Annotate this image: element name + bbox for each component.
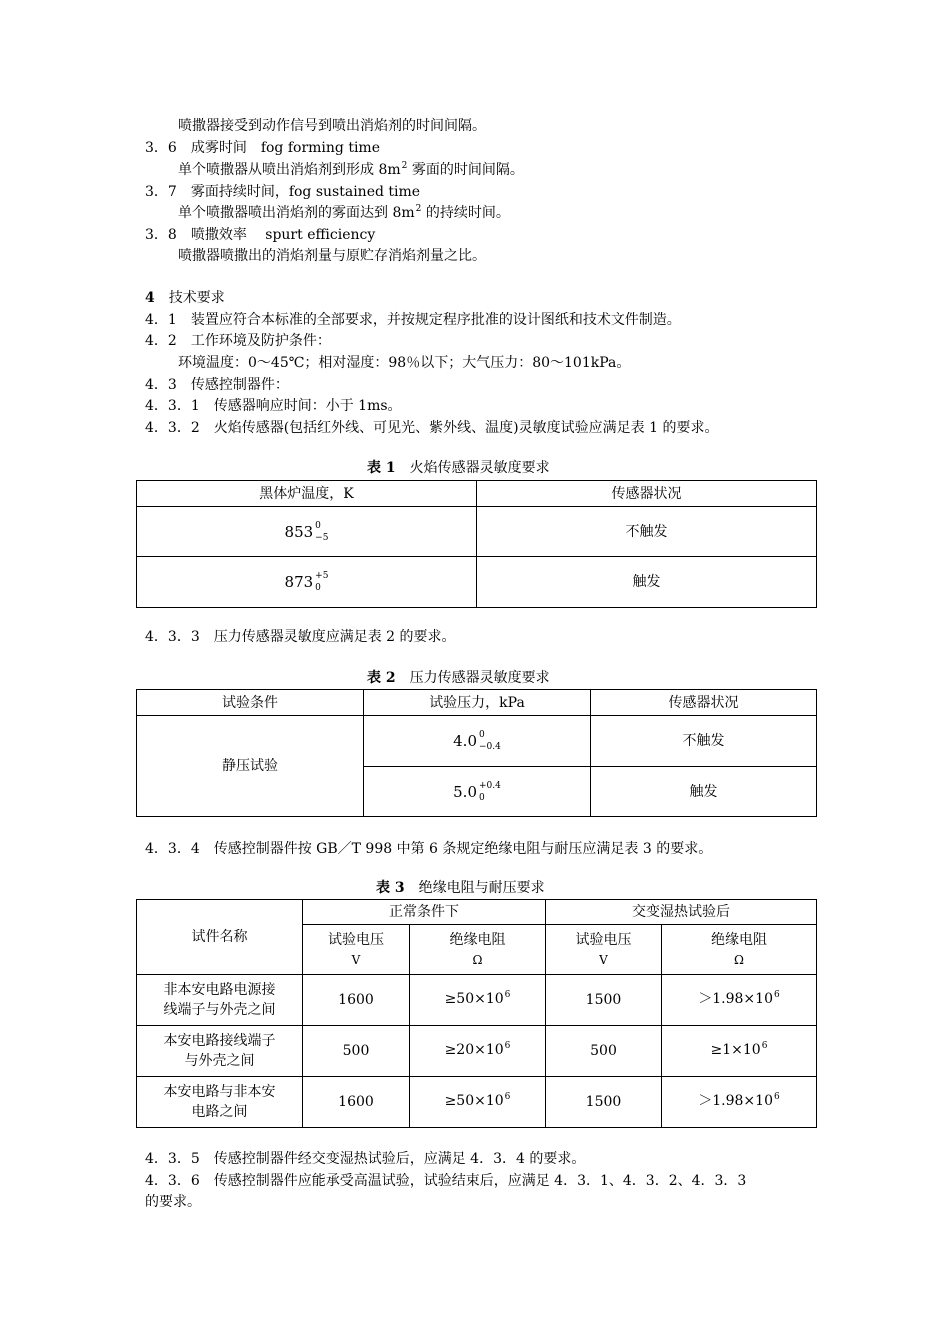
table-header: 传感器状况 (477, 481, 817, 507)
pressure-cell: 4.0 0 −0.4 (364, 716, 591, 767)
resistance-cell: $\ge 20\times 10^6$ (410, 1026, 546, 1077)
table-group-header: 交变湿热试验后 (546, 900, 817, 925)
clause-4-3-4: 4．3．4 传感控制器件按 GB／T 998 中第 6 条规定绝缘电阻与耐压应满足表 3 的要求。 (145, 841, 713, 857)
clause-4-3-6: 4．3．6 传感控制器件应能承受高温试验，试验结束后，应满足 4．3．1、4．3．2、4．3．3 (145, 1173, 747, 1189)
table-row (137, 507, 817, 557)
condition-cell: 静压试验 (137, 716, 364, 817)
table-header: 试验电压 V (303, 925, 410, 975)
clause-3-6: 3．6 成雾时间 fog forming time (145, 140, 380, 156)
specimen-name-cell: 非本安电路电源接 线端子与外壳之间 (137, 975, 303, 1026)
table2-caption: 表 2 压力传感器灵敏度要求 (367, 670, 550, 686)
table-header: 绝缘电阻 Ω (662, 925, 817, 975)
pressure-cell: 5.0 +0.4 0 (364, 767, 591, 817)
table-header: 黑体炉温度，K (137, 481, 477, 507)
clause-3-7: 3．7 雾面持续时间，fog sustained time (145, 184, 421, 200)
table-header: 绝缘电阻 Ω (410, 925, 546, 975)
clause-4-2: 4．2 工作环境及防护条件： (145, 333, 331, 349)
text-line: 单个喷撒器喷出消焰剂的雾面达到 $8m^2$ 的持续时间。 (178, 204, 510, 221)
table-header: 试验电压 V (546, 925, 662, 975)
table3 (136, 899, 817, 1128)
resistance-cell: $\ge 50\times 10^6$ (410, 1077, 546, 1128)
table-header: 试验条件 (137, 690, 364, 716)
table-row (137, 975, 817, 1026)
resistance-cell: $\ge 50\times 10^6$ (410, 975, 546, 1026)
voltage-cell: 1500 (546, 1077, 662, 1128)
table-group-header: 正常条件下 (303, 900, 546, 925)
text-line: 喷撒器喷撒出的消焰剂量与原贮存消焰剂量之比。 (178, 248, 486, 264)
voltage-cell: 1600 (303, 1077, 410, 1128)
status-cell: 触发 (591, 767, 817, 817)
temperature-cell: 853 0 −5 (137, 507, 477, 557)
resistance-cell: $>1.98\times 10^6$ (662, 975, 817, 1026)
table-row (137, 557, 817, 608)
table1-caption: 表 1 火焰传感器灵敏度要求 (367, 460, 550, 476)
table2 (136, 689, 817, 817)
clause-4-3-2: 4．3．2 火焰传感器(包括红外线、可见光、紫外线、温度)灵敏度试验应满足表 1 的要求。 (145, 420, 719, 436)
clause-3-8: 3．8 喷撒效率 spurt efficiency (145, 227, 376, 243)
table-row (137, 716, 817, 767)
status-cell: 不触发 (591, 716, 817, 767)
resistance-cell: $>1.98\times 10^6$ (662, 1077, 817, 1128)
voltage-cell: 1500 (546, 975, 662, 1026)
clause-4-3: 4．3 传感控制器件： (145, 377, 289, 393)
voltage-cell: 1600 (303, 975, 410, 1026)
clause-4-1: 4．1 装置应符合本标准的全部要求，并按规定程序批准的设计图纸和技术文件制造。 (145, 312, 681, 328)
table-row (137, 1026, 817, 1077)
clause-4-3-1: 4．3．1 传感器响应时间：小于 1ms。 (145, 398, 402, 414)
text-line: 单个喷撒器从喷出消焰剂到形成 $8m^2$ 雾面的时间间隔。 (178, 161, 524, 178)
text-line: 的要求。 (145, 1194, 201, 1210)
table-header: 试验压力，kPa (364, 690, 591, 716)
specimen-name-cell: 本安电路与非本安 电路之间 (137, 1077, 303, 1128)
table-header: 试件名称 (137, 900, 303, 975)
voltage-cell: 500 (303, 1026, 410, 1077)
status-cell: 触发 (477, 557, 817, 608)
specimen-name-cell: 本安电路接线端子 与外壳之间 (137, 1026, 303, 1077)
table3-caption: 表 3 绝缘电阻与耐压要求 (376, 880, 545, 896)
clause-4-3-5: 4．3．5 传感控制器件经交变湿热试验后，应满足 4．3．4 的要求。 (145, 1151, 586, 1167)
clause-4-3-3: 4．3．3 压力传感器灵敏度应满足表 2 的要求。 (145, 629, 456, 645)
status-cell: 不触发 (477, 507, 817, 557)
temperature-cell: 873 +5 0 (137, 557, 477, 608)
text-line: 喷撒器接受到动作信号到喷出消焰剂的时间间隔。 (178, 118, 486, 134)
table-header: 传感器状况 (591, 690, 817, 716)
section-4-heading: 4 技术要求 (145, 290, 225, 306)
table1 (136, 480, 817, 608)
text-line: 环境温度：0～45℃；相对湿度：98％以下；大气压力：80～101kPa。 (178, 355, 631, 371)
resistance-cell: $\ge 1\times 10^6$ (662, 1026, 817, 1077)
voltage-cell: 500 (546, 1026, 662, 1077)
table-row (137, 1077, 817, 1128)
